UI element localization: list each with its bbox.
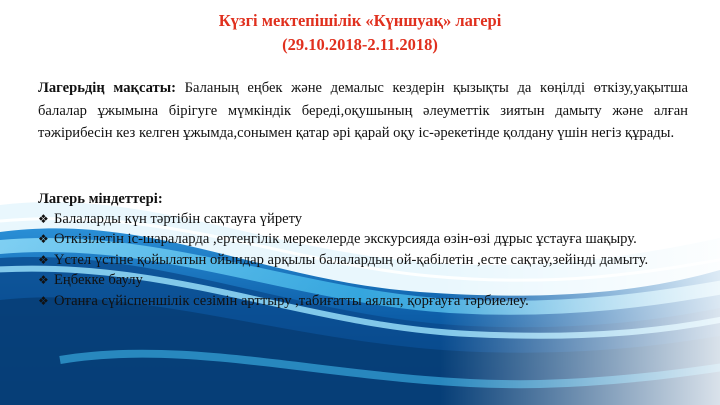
- diamond-bullet-icon: ❖: [38, 232, 49, 247]
- goal-label: Лагерьдің мақсаты:: [38, 80, 176, 96]
- slide-title: Күзгі мектепішілік «Күншуақ» лагері: [218, 11, 502, 30]
- list-item: ❖ Балаларды күн тәртібін сақтауға үйрету: [38, 209, 688, 229]
- diamond-bullet-icon: ❖: [38, 252, 49, 267]
- tasks-list: [38, 209, 688, 311]
- tasks-heading: Лагерь міндеттері:: [38, 191, 163, 207]
- diamond-bullet-icon: ❖: [38, 293, 49, 308]
- slide-dates: (29.10.2018-2.11.2018): [282, 35, 438, 54]
- diamond-bullet-icon: ❖: [38, 212, 49, 226]
- list-item: ❖ Еңбекке баулу: [38, 270, 688, 290]
- diamond-bullet-icon: ❖: [38, 273, 49, 288]
- goal-text: Баланың еңбек және демалыс кездерін қызықты да көңілді өткізу,уақытша балалар ұжымына бірігуге мүмкіндік береді,оқушының әлеуметтік зиятын дамыту және алған тәжірибесін кез келген ұжымда,сонымен қатар әрі қарай оқу іс-әрекетінде қолдану үшін негіз құрады.: [38, 80, 688, 142]
- goal-paragraph: [38, 77, 688, 145]
- list-item: ❖ Өткізілетін іс-шараларда ,ертеңгілік мерекелерде экскурсияда өзін-өзі дұрыс ұстауға шақыру.: [38, 229, 688, 249]
- list-item: ❖ Отанға сүйіспеншілік сезімін арттыру ,табиғатты аялап, қорғауға тәрбиелеу.: [38, 291, 688, 311]
- list-item: ❖ Үстел үстіне қойылатын ойындар арқылы балалардың ой-қабілетін ,есте сақтау,зейінді дамыту.: [38, 250, 688, 270]
